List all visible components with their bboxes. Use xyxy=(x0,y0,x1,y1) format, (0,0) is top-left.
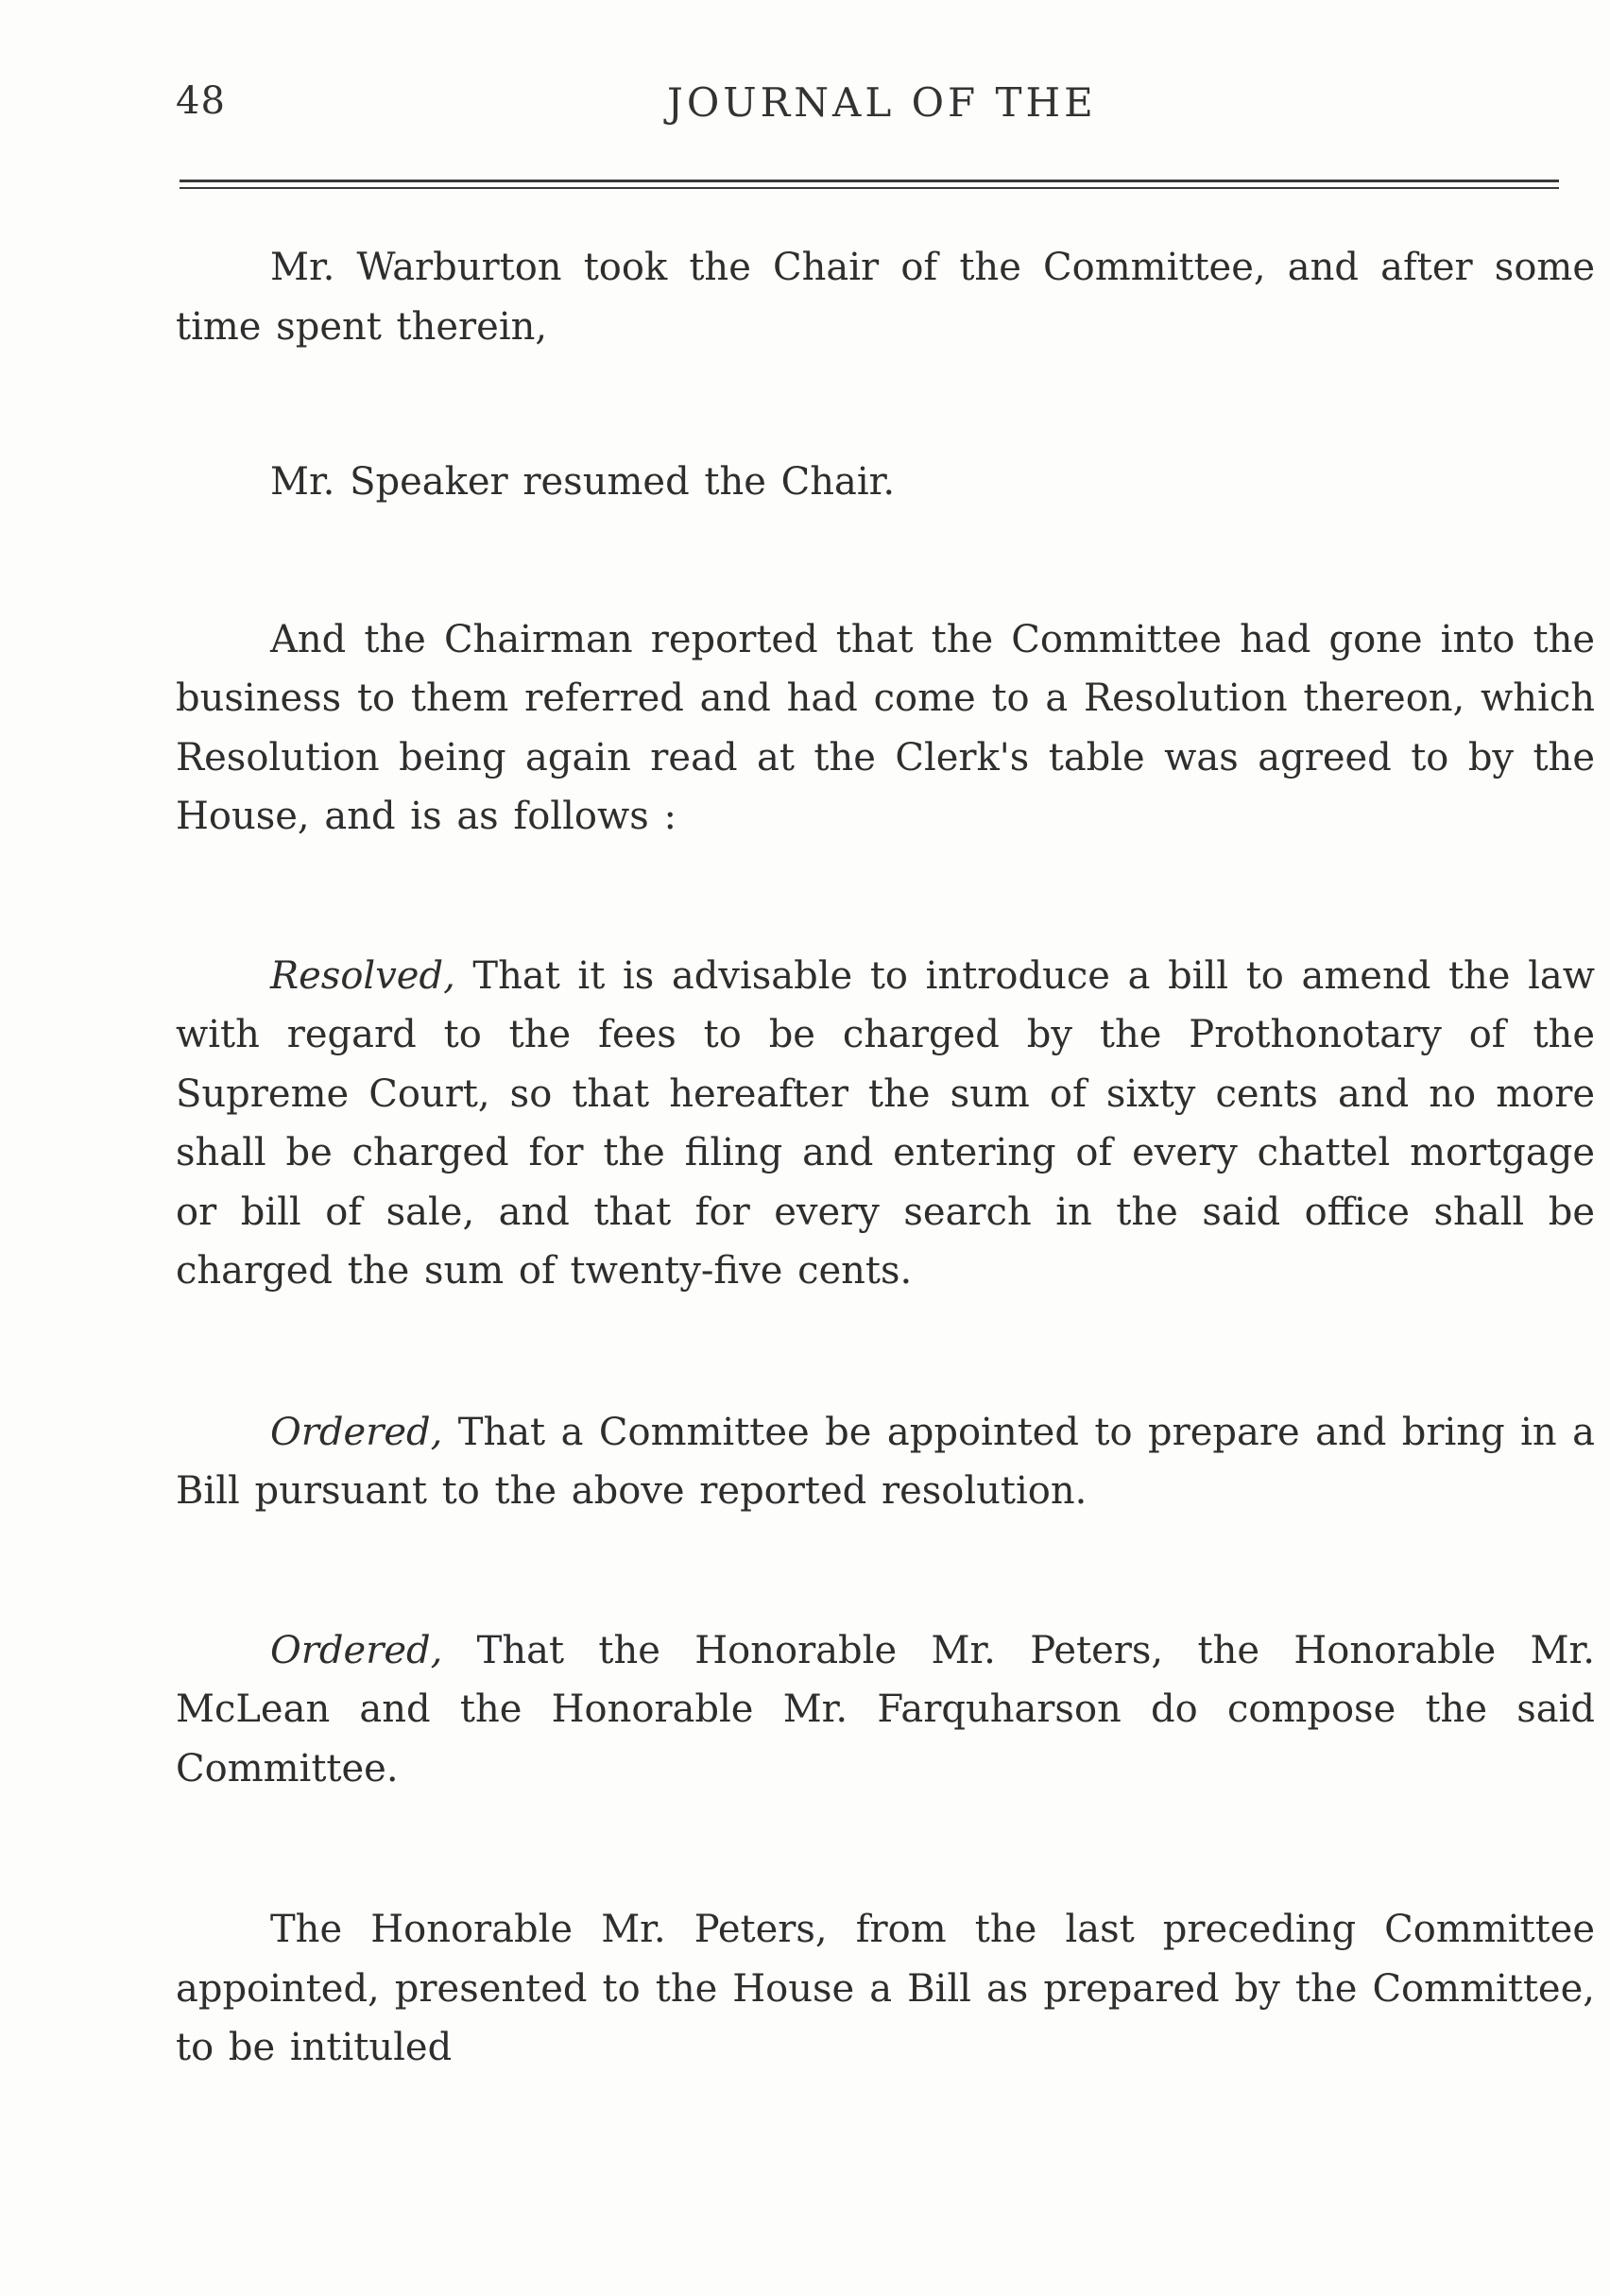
paragraph-order-members xyxy=(176,1621,1595,1799)
paragraph-committee-chair xyxy=(176,238,1595,356)
paragraph-text: Mr. Warburton took the Chair of the Committee, and after some time spent therein, xyxy=(176,246,1595,349)
paragraph-resolution xyxy=(176,947,1595,1301)
paragraph-lead-resolved: Resolved, xyxy=(270,953,455,998)
paragraph-chairman-report xyxy=(176,610,1595,847)
paragraph-text: That a Committee be appointed to prepare and bring in a Bill pursuant to the above reported resolution. xyxy=(176,1410,1595,1513)
paragraph-speaker-resumed xyxy=(176,453,1595,512)
page-number: 48 xyxy=(176,79,226,123)
paragraph-lead-ordered: Ordered, xyxy=(270,1628,443,1672)
paragraph-lead-ordered: Ordered, xyxy=(270,1410,443,1454)
paragraph-text: That the Honorable Mr. Peters, the Honorable Mr. McLean and the Honorable Mr. Farquharson do compose the said Committee. xyxy=(176,1628,1595,1791)
paragraph-order-committee xyxy=(176,1403,1595,1521)
journal-body xyxy=(176,238,1595,2078)
header-rule xyxy=(180,180,1559,189)
paragraph-text: And the Chairman reported that the Committee had gone into the business to them referred and had come to a Resolution thereon, which Resolution being again read at the Clerk's table was agreed to by the House, and is as follows : xyxy=(176,617,1595,838)
paragraph-text: Mr. Speaker resumed the Chair. xyxy=(270,460,896,504)
paragraph-text: The Honorable Mr. Peters, from the last preceding Committee appointed, presented to the House a Bill as prepared by the Committee, to be intituled xyxy=(176,1908,1595,2069)
paragraph-text: That it is advisable to introduce a bill to amend the law with regard to the fees to be charged by the Prothonotary of the Supreme Court, so that hereafter the sum of sixty cents and no more shall be charged for the filing and entering of every chattel mortgage or bill of sale, and that for every search in the said office shall be charged the sum of twenty-five cents. xyxy=(176,953,1595,1293)
page-header xyxy=(176,79,1565,136)
paragraph-bill-presented xyxy=(176,1900,1595,2078)
running-title: JOURNAL OF THE xyxy=(667,79,1097,126)
